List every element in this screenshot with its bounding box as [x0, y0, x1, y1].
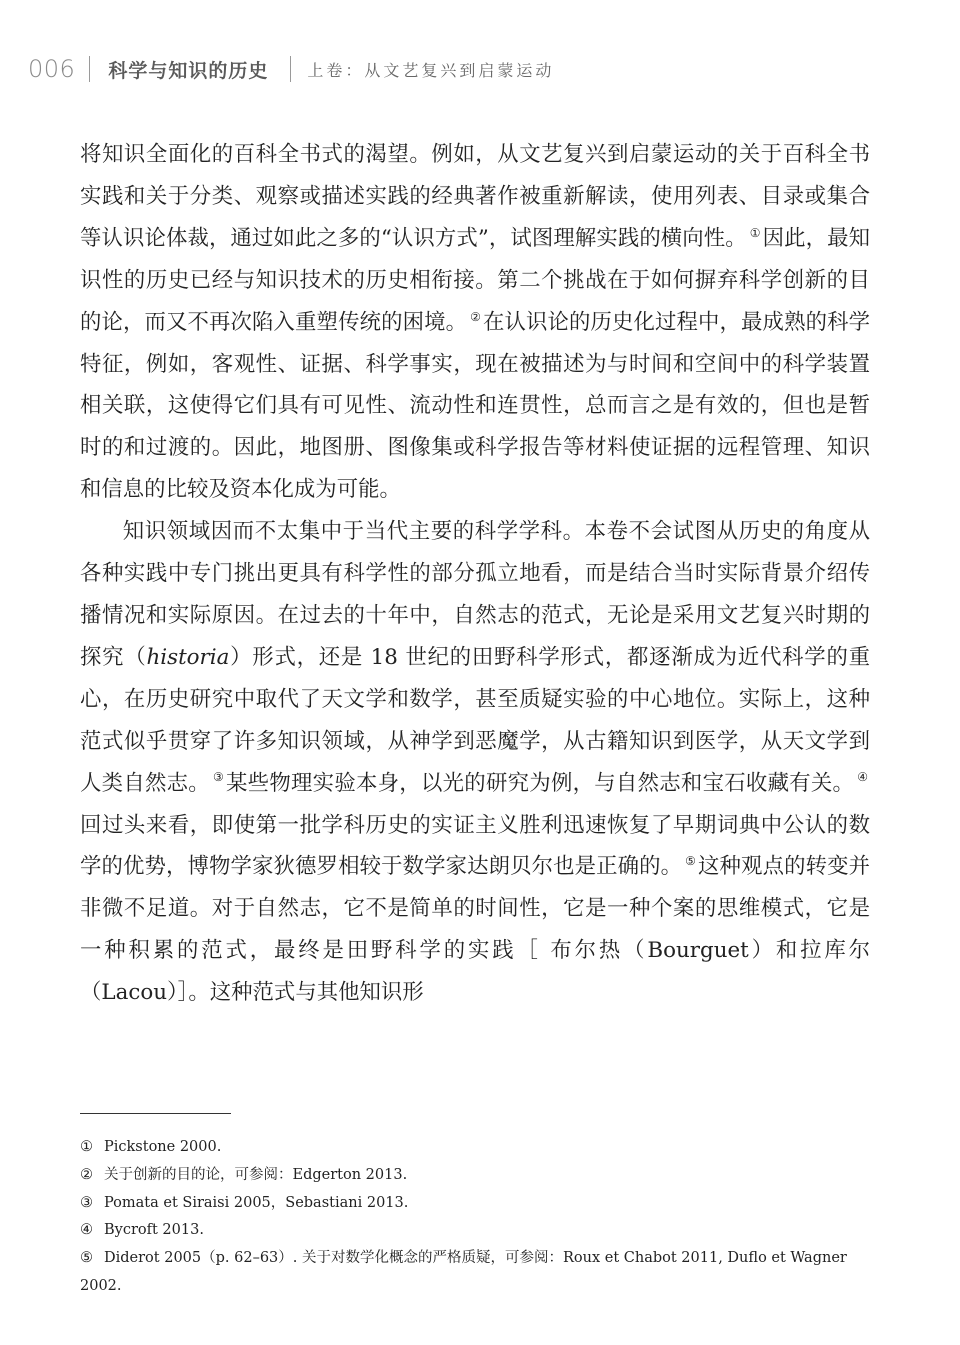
sentence: 这种观点的转变并非微不足道。对于自然志，它不是简单的时间性，它是一种个案的思维模式，它是一种积累的范式，最终是田野科学的实践［ 布尔热（Bourguet）和拉库尔（Lacou）］。这种范式与其他知识形	[80, 854, 870, 1006]
running-header	[28, 52, 554, 86]
footnote-text: Pickstone 2000.	[104, 1139, 222, 1155]
footnote-mark: ①	[80, 1139, 93, 1155]
footnote-mark: ③	[80, 1194, 93, 1211]
footnote-ref[interactable]: ①	[749, 225, 761, 240]
sentence: ）形式，还是 18 世纪的田野科学形式，都逐渐成为近代科学的重心，在历史研究中取代了天文学和数学，甚至质疑实验的中心地位。实际上，这种范式似乎贯穿了许多知识领域，从神学到恶魔学，从古籍知识到医学，从天文学到人类自然志。	[80, 644, 870, 796]
footnote	[80, 1245, 870, 1301]
footnote-ref[interactable]: ④	[857, 770, 868, 785]
book-title: 科学与知识的历史	[108, 59, 269, 82]
main-text	[80, 134, 870, 1014]
sentence: 知识领域因而不太集中于当代主要的科学学科。本卷不会试图从历史的角度从各种实践中专门挑出更具有科学性的部分孤立地看，而是结合当时实际背景介绍传播情况和实际原因。在过去的十年中，自然志的范式，无论是采用文艺复兴时期的探究（	[80, 519, 870, 670]
footnote-rule	[80, 1113, 231, 1114]
header-divider	[290, 56, 291, 82]
footnote-text: Bycroft 2013.	[104, 1222, 204, 1239]
sentence: 因此，最知识性的历史已经与知识技术的历史相衔接。第二个挑战在于如何摒弃科学创新的目的论，而又不再次陷入重塑传统的困境。	[80, 225, 870, 335]
footnote-ref[interactable]: ③	[212, 770, 225, 785]
footnote-mark: ⑤	[80, 1250, 93, 1267]
footnote	[80, 1190, 870, 1218]
footnotes	[80, 1134, 870, 1301]
paragraph	[80, 134, 870, 511]
footnote-mark: ④	[80, 1222, 93, 1239]
footnote	[80, 1134, 870, 1162]
header-divider	[89, 56, 90, 82]
footnote	[80, 1217, 870, 1245]
footnote-text: 关于创新的目的论，可参阅：Edgerton 2013.	[104, 1166, 408, 1183]
sentence: 回过头来看，即使第一批学科历史的实证主义胜利迅速恢复了早期词典中公认的数学的优势，博物学家狄德罗相较于数学家达朗贝尔也是正确的。	[80, 812, 870, 880]
footnote-ref[interactable]: ②	[470, 309, 481, 324]
footnote-mark: ②	[80, 1166, 93, 1183]
footnote-text: Pomata et Siraisi 2005，Sebastiani 2013.	[104, 1194, 409, 1211]
footnote-ref[interactable]: ⑤	[685, 854, 697, 869]
paragraph	[80, 511, 870, 1014]
sentence: 将知识全面化的百科全书式的渴望。例如，从文艺复兴到启蒙运动的关于百科全书实践和关于分类、观察或描述实践的经典著作被重新解读，使用列表、目录或集合等认识论体裁，通过如此之多的“认识方式”，试图理解实践的横向性。	[80, 142, 870, 251]
page-number: 006	[28, 55, 76, 83]
footnote-text: Diderot 2005（p. 62–63）. 关于对数学化概念的严格质疑，可参阅：Roux et Chabot 2011, Duflo et Wagner 2002.	[80, 1250, 847, 1294]
sentence: 在认识论的历史化过程中，最成熟的科学特征，例如，客观性、证据、科学事实，现在被描述为与时间和空间中的科学装置相关联，这使得它们具有可见性、流动性和连贯性，总而言之是有效的，但也是暂时的和过渡的。因此，地图册、图像集或科学报告等材料使证据的远程管理、知识和信息的比较及资本化成为可能。	[80, 309, 870, 503]
footnote	[80, 1162, 870, 1190]
italic-term: historia	[146, 644, 230, 670]
volume-title: 上卷：从文艺复兴到启蒙运动	[307, 60, 555, 80]
sentence: 某些物理实验本身，以光的研究为例，与自然志和宝石收藏有关。	[226, 770, 855, 796]
